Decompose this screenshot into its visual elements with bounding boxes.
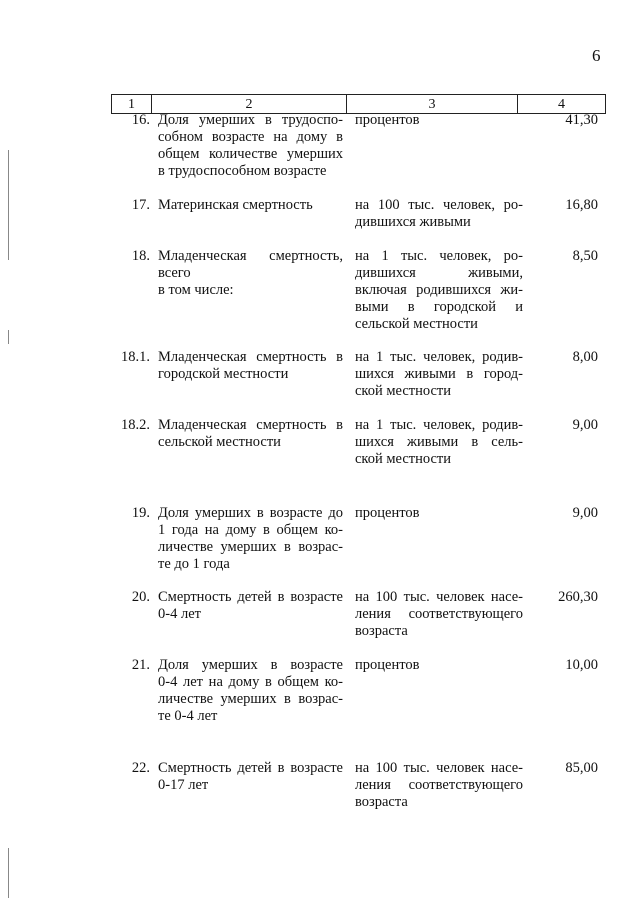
unit-line: процентов bbox=[355, 112, 420, 128]
indicator-name-line: 1 года на дому в общем ко- bbox=[158, 522, 343, 538]
unit-line: на 100 тыс. человек насе- bbox=[355, 589, 523, 605]
indicator-name-line: личестве умерших в возрас- bbox=[158, 539, 343, 555]
unit-of-measure bbox=[355, 417, 523, 468]
indicator-name bbox=[158, 349, 343, 383]
row-number: 18.1. bbox=[121, 349, 150, 365]
indicator-name-line: личестве умерших в возрас- bbox=[158, 691, 343, 707]
unit-line: возраста bbox=[355, 794, 408, 810]
indicator-name-line: 0-4 лет bbox=[158, 606, 201, 622]
unit-of-measure bbox=[355, 112, 523, 129]
indicator-name-line: всего bbox=[158, 265, 191, 281]
unit-line: на 100 тыс. человек, ро- bbox=[355, 197, 523, 213]
row-number: 18.2. bbox=[121, 417, 150, 433]
indicator-name bbox=[158, 248, 343, 299]
column-header-3: 3 bbox=[347, 95, 518, 113]
unit-line: ской местности bbox=[355, 451, 452, 467]
unit-of-measure bbox=[355, 589, 523, 640]
unit-line: шихся живыми в город- bbox=[355, 366, 523, 382]
indicator-name bbox=[158, 197, 343, 214]
unit-line: возраста bbox=[355, 623, 408, 639]
row-number: 20. bbox=[131, 589, 150, 605]
indicator-name-line: в трудоспособном возрасте bbox=[158, 163, 327, 179]
unit-line: выми в городской и bbox=[355, 299, 523, 315]
unit-line: ления соответствующего bbox=[355, 606, 523, 622]
row-number: 17. bbox=[131, 197, 150, 213]
unit-of-measure bbox=[355, 760, 523, 811]
indicator-name bbox=[158, 589, 343, 623]
target-value: 260,30 bbox=[558, 589, 598, 605]
unit-of-measure bbox=[355, 349, 523, 400]
row-number: 16. bbox=[131, 112, 150, 128]
indicator-name-line: Доля умерших в возрасте bbox=[158, 657, 343, 673]
unit-line: ления соответствующего bbox=[355, 777, 523, 793]
indicator-name-line: Младенческая смертность в bbox=[158, 417, 343, 433]
unit-line: на 1 тыс. человек, ро- bbox=[355, 248, 523, 264]
target-value: 9,00 bbox=[572, 417, 598, 433]
indicator-name-line: в том числе: bbox=[158, 282, 234, 298]
indicator-name-line: сельской местности bbox=[158, 434, 281, 450]
table-column-header bbox=[111, 94, 606, 114]
unit-of-measure bbox=[355, 657, 523, 674]
indicator-name-line: общем количестве умерших bbox=[158, 146, 343, 162]
row-number: 18. bbox=[131, 248, 150, 264]
unit-line: включая родившихся жи- bbox=[355, 282, 523, 298]
target-value: 16,80 bbox=[565, 197, 598, 213]
unit-of-measure bbox=[355, 505, 523, 522]
unit-line: на 1 тыс. человек, родив- bbox=[355, 349, 523, 365]
indicator-name bbox=[158, 657, 343, 725]
unit-line: процентов bbox=[355, 657, 420, 673]
indicator-name-line: Доля умерших в трудоспо- bbox=[158, 112, 343, 128]
column-header-2: 2 bbox=[152, 95, 347, 113]
unit-line: ской местности bbox=[355, 383, 452, 399]
indicator-name-line: те 0-4 лет bbox=[158, 708, 218, 724]
unit-line: на 1 тыс. человек, родив- bbox=[355, 417, 523, 433]
indicator-name-line: Младенческая смертность, bbox=[158, 248, 343, 264]
row-number: 22. bbox=[131, 760, 150, 776]
column-header-1: 1 bbox=[112, 95, 152, 113]
unit-line: на 100 тыс. человек насе- bbox=[355, 760, 523, 776]
target-value: 41,30 bbox=[565, 112, 598, 128]
unit-of-measure bbox=[355, 248, 523, 333]
target-value: 8,50 bbox=[572, 248, 598, 264]
indicator-name bbox=[158, 112, 343, 180]
margin-mark bbox=[8, 150, 9, 260]
unit-line: шихся живыми в сель- bbox=[355, 434, 523, 450]
unit-line: дившихся живыми bbox=[355, 214, 471, 230]
page-number: 6 bbox=[592, 46, 601, 65]
unit-line: процентов bbox=[355, 505, 420, 521]
margin-mark bbox=[8, 330, 9, 344]
indicator-name-line: 0-4 лет на дому в общем ко- bbox=[158, 674, 343, 690]
indicator-name-line: Смертность детей в возрасте bbox=[158, 589, 343, 605]
indicator-name bbox=[158, 760, 343, 794]
indicator-name-line: те до 1 года bbox=[158, 556, 230, 572]
indicator-name bbox=[158, 505, 343, 573]
indicator-name-line: Доля умерших в возрасте до bbox=[158, 505, 343, 521]
indicator-name-line: Смертность детей в возрасте bbox=[158, 760, 343, 776]
indicator-name-line: Младенческая смертность в bbox=[158, 349, 343, 365]
indicator-name-line: собном возрасте на дому в bbox=[158, 129, 343, 145]
indicator-name-line: Материнская смертность bbox=[158, 197, 313, 213]
target-value: 10,00 bbox=[565, 657, 598, 673]
column-header-4: 4 bbox=[558, 97, 565, 112]
unit-line: дившихся живыми, bbox=[355, 265, 523, 281]
unit-line: сельской местности bbox=[355, 316, 478, 332]
target-value: 9,00 bbox=[572, 505, 598, 521]
row-number: 21. bbox=[131, 657, 150, 673]
margin-mark bbox=[8, 848, 9, 898]
target-value: 8,00 bbox=[572, 349, 598, 365]
unit-of-measure bbox=[355, 197, 523, 231]
target-value: 85,00 bbox=[565, 760, 598, 776]
row-number: 19. bbox=[131, 505, 150, 521]
indicator-name bbox=[158, 417, 343, 451]
indicator-name-line: городской местности bbox=[158, 366, 289, 382]
indicator-name-line: 0-17 лет bbox=[158, 777, 209, 793]
